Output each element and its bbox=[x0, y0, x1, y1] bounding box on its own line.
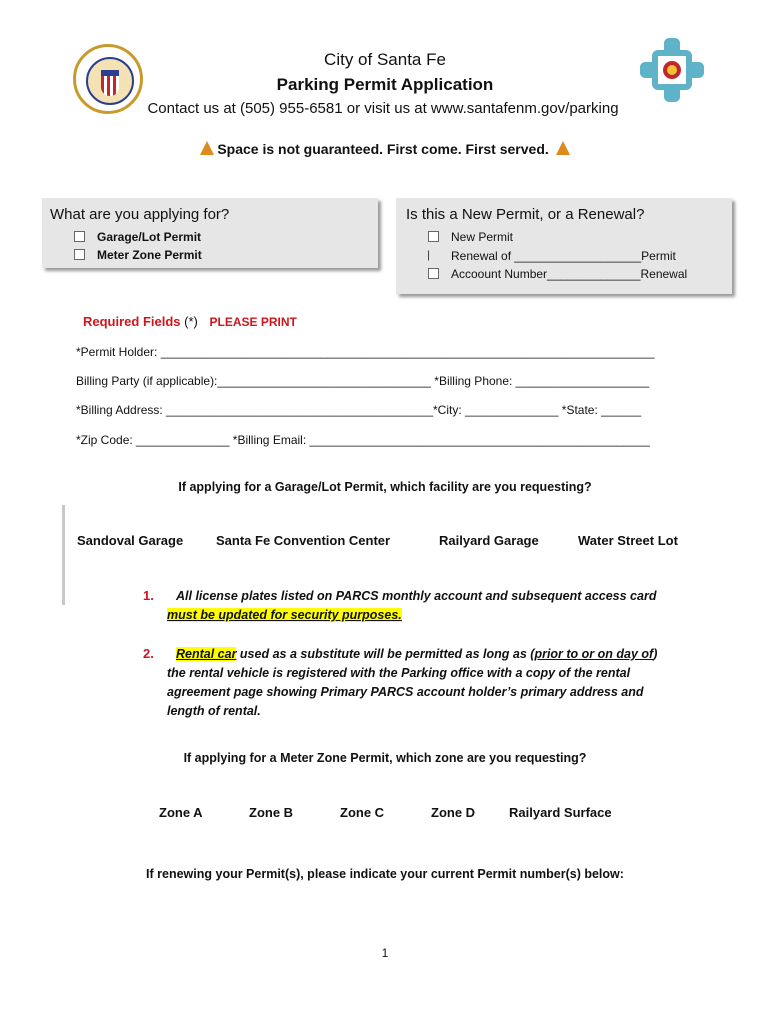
renewal-label: Renewal of ___________________Permit bbox=[451, 249, 676, 263]
new-permit-label: New Permit bbox=[451, 230, 514, 244]
apply-for-heading: What are you applying for? bbox=[50, 206, 230, 223]
note-2 bbox=[167, 645, 707, 721]
notice-line bbox=[0, 141, 770, 157]
meter-zone-option[interactable] bbox=[74, 248, 202, 262]
zone-c[interactable]: Zone C bbox=[340, 805, 385, 820]
note-2-text-a: used as a substitute will be permitted as long as ( bbox=[236, 647, 535, 661]
garage-question: If applying for a Garage/Lot Permit, which facility are you requesting? bbox=[178, 480, 592, 494]
garage-lot-label: Garage/Lot Permit bbox=[97, 230, 202, 244]
facility-railyard[interactable]: Railyard Garage bbox=[439, 533, 539, 548]
note-2-highlight: Rental car bbox=[176, 647, 237, 661]
meter-question: If applying for a Meter Zone Permit, which zone are you requesting? bbox=[183, 751, 587, 765]
city-name: City of Santa Fe bbox=[324, 50, 446, 69]
note-1-text: All license plates listed on PARCS monthly account and subsequent access card bbox=[176, 589, 657, 603]
checkbox-icon[interactable] bbox=[428, 268, 439, 279]
facility-convention-center[interactable]: Santa Fe Convention Center bbox=[216, 533, 391, 548]
garage-lot-option[interactable] bbox=[74, 230, 201, 244]
account-number-option[interactable] bbox=[428, 267, 687, 281]
meter-zone-label: Meter Zone Permit bbox=[97, 248, 202, 262]
facility-sandoval[interactable]: Sandoval Garage bbox=[77, 533, 184, 548]
checkbox-icon[interactable] bbox=[428, 231, 439, 242]
renewal-question: If renewing your Permit(s), please indicate your current Permit number(s) below: bbox=[146, 867, 624, 881]
new-permit-option[interactable] bbox=[428, 230, 513, 244]
note-2-line-3: agreement page showing Primary PARCS account holder’s primary address and bbox=[167, 685, 644, 699]
renewal-option[interactable] bbox=[428, 249, 676, 263]
zip-email-field[interactable]: *Zip Code: ______________ *Billing Email: ___________________________________________________ bbox=[76, 433, 650, 447]
billing-party-field[interactable]: Billing Party (if applicable):________________________________ *Billing Phone: ____________________ bbox=[76, 374, 650, 388]
required-marker: (*) bbox=[184, 314, 198, 329]
permit-holder-field[interactable]: *Permit Holder: __________________________________________________________________________ bbox=[76, 345, 655, 359]
note-1-highlight: must be updated for security purposes. bbox=[167, 608, 402, 622]
new-or-renewal-heading: Is this a New Permit, or a Renewal? bbox=[406, 206, 645, 223]
note-2-underline: prior to or on day of bbox=[534, 647, 654, 661]
checkbox-icon[interactable] bbox=[74, 231, 85, 242]
note-1 bbox=[167, 587, 687, 625]
traffic-cone-icon bbox=[200, 141, 214, 155]
page-title: Parking Permit Application bbox=[276, 75, 494, 94]
page-number: 1 bbox=[381, 946, 389, 960]
billing-address-field[interactable]: *Billing Address: ________________________________________*City: ______________ *State: ______ bbox=[76, 403, 642, 417]
note-2-text-b: ) bbox=[653, 647, 658, 661]
note-1-number bbox=[143, 587, 154, 605]
divider bbox=[62, 505, 65, 605]
zone-railyard-surface[interactable]: Railyard Surface bbox=[509, 805, 612, 820]
note-number: 1. bbox=[143, 588, 154, 603]
required-fields-note bbox=[83, 314, 297, 329]
notice-text: Space is not guaranteed. First come. First served. bbox=[217, 141, 549, 157]
contact-line: Contact us at (505) 955-6581 or visit us at www.santafenm.gov/parking bbox=[147, 100, 619, 117]
checkbox-icon[interactable] bbox=[74, 249, 85, 260]
new-or-renewal-panel bbox=[396, 198, 732, 294]
note-number: 2. bbox=[143, 646, 154, 661]
checkbox-icon[interactable] bbox=[428, 250, 439, 261]
note-2-line-4: length of rental. bbox=[167, 704, 261, 718]
zone-a[interactable]: Zone A bbox=[159, 805, 203, 820]
apply-for-panel bbox=[42, 198, 378, 268]
zone-d[interactable]: Zone D bbox=[431, 805, 476, 820]
facility-water-street[interactable]: Water Street Lot bbox=[578, 533, 678, 548]
please-print: PLEASE PRINT bbox=[209, 315, 297, 329]
account-number-label: Accoount Number______________Renewal bbox=[451, 267, 688, 281]
zone-b[interactable]: Zone B bbox=[249, 805, 294, 820]
required-label: Required Fields bbox=[83, 314, 181, 329]
note-2-number bbox=[143, 645, 154, 663]
note-2-line-2: the rental vehicle is registered with the Parking office with a copy of the rental bbox=[167, 666, 631, 680]
traffic-cone-icon bbox=[556, 141, 570, 155]
